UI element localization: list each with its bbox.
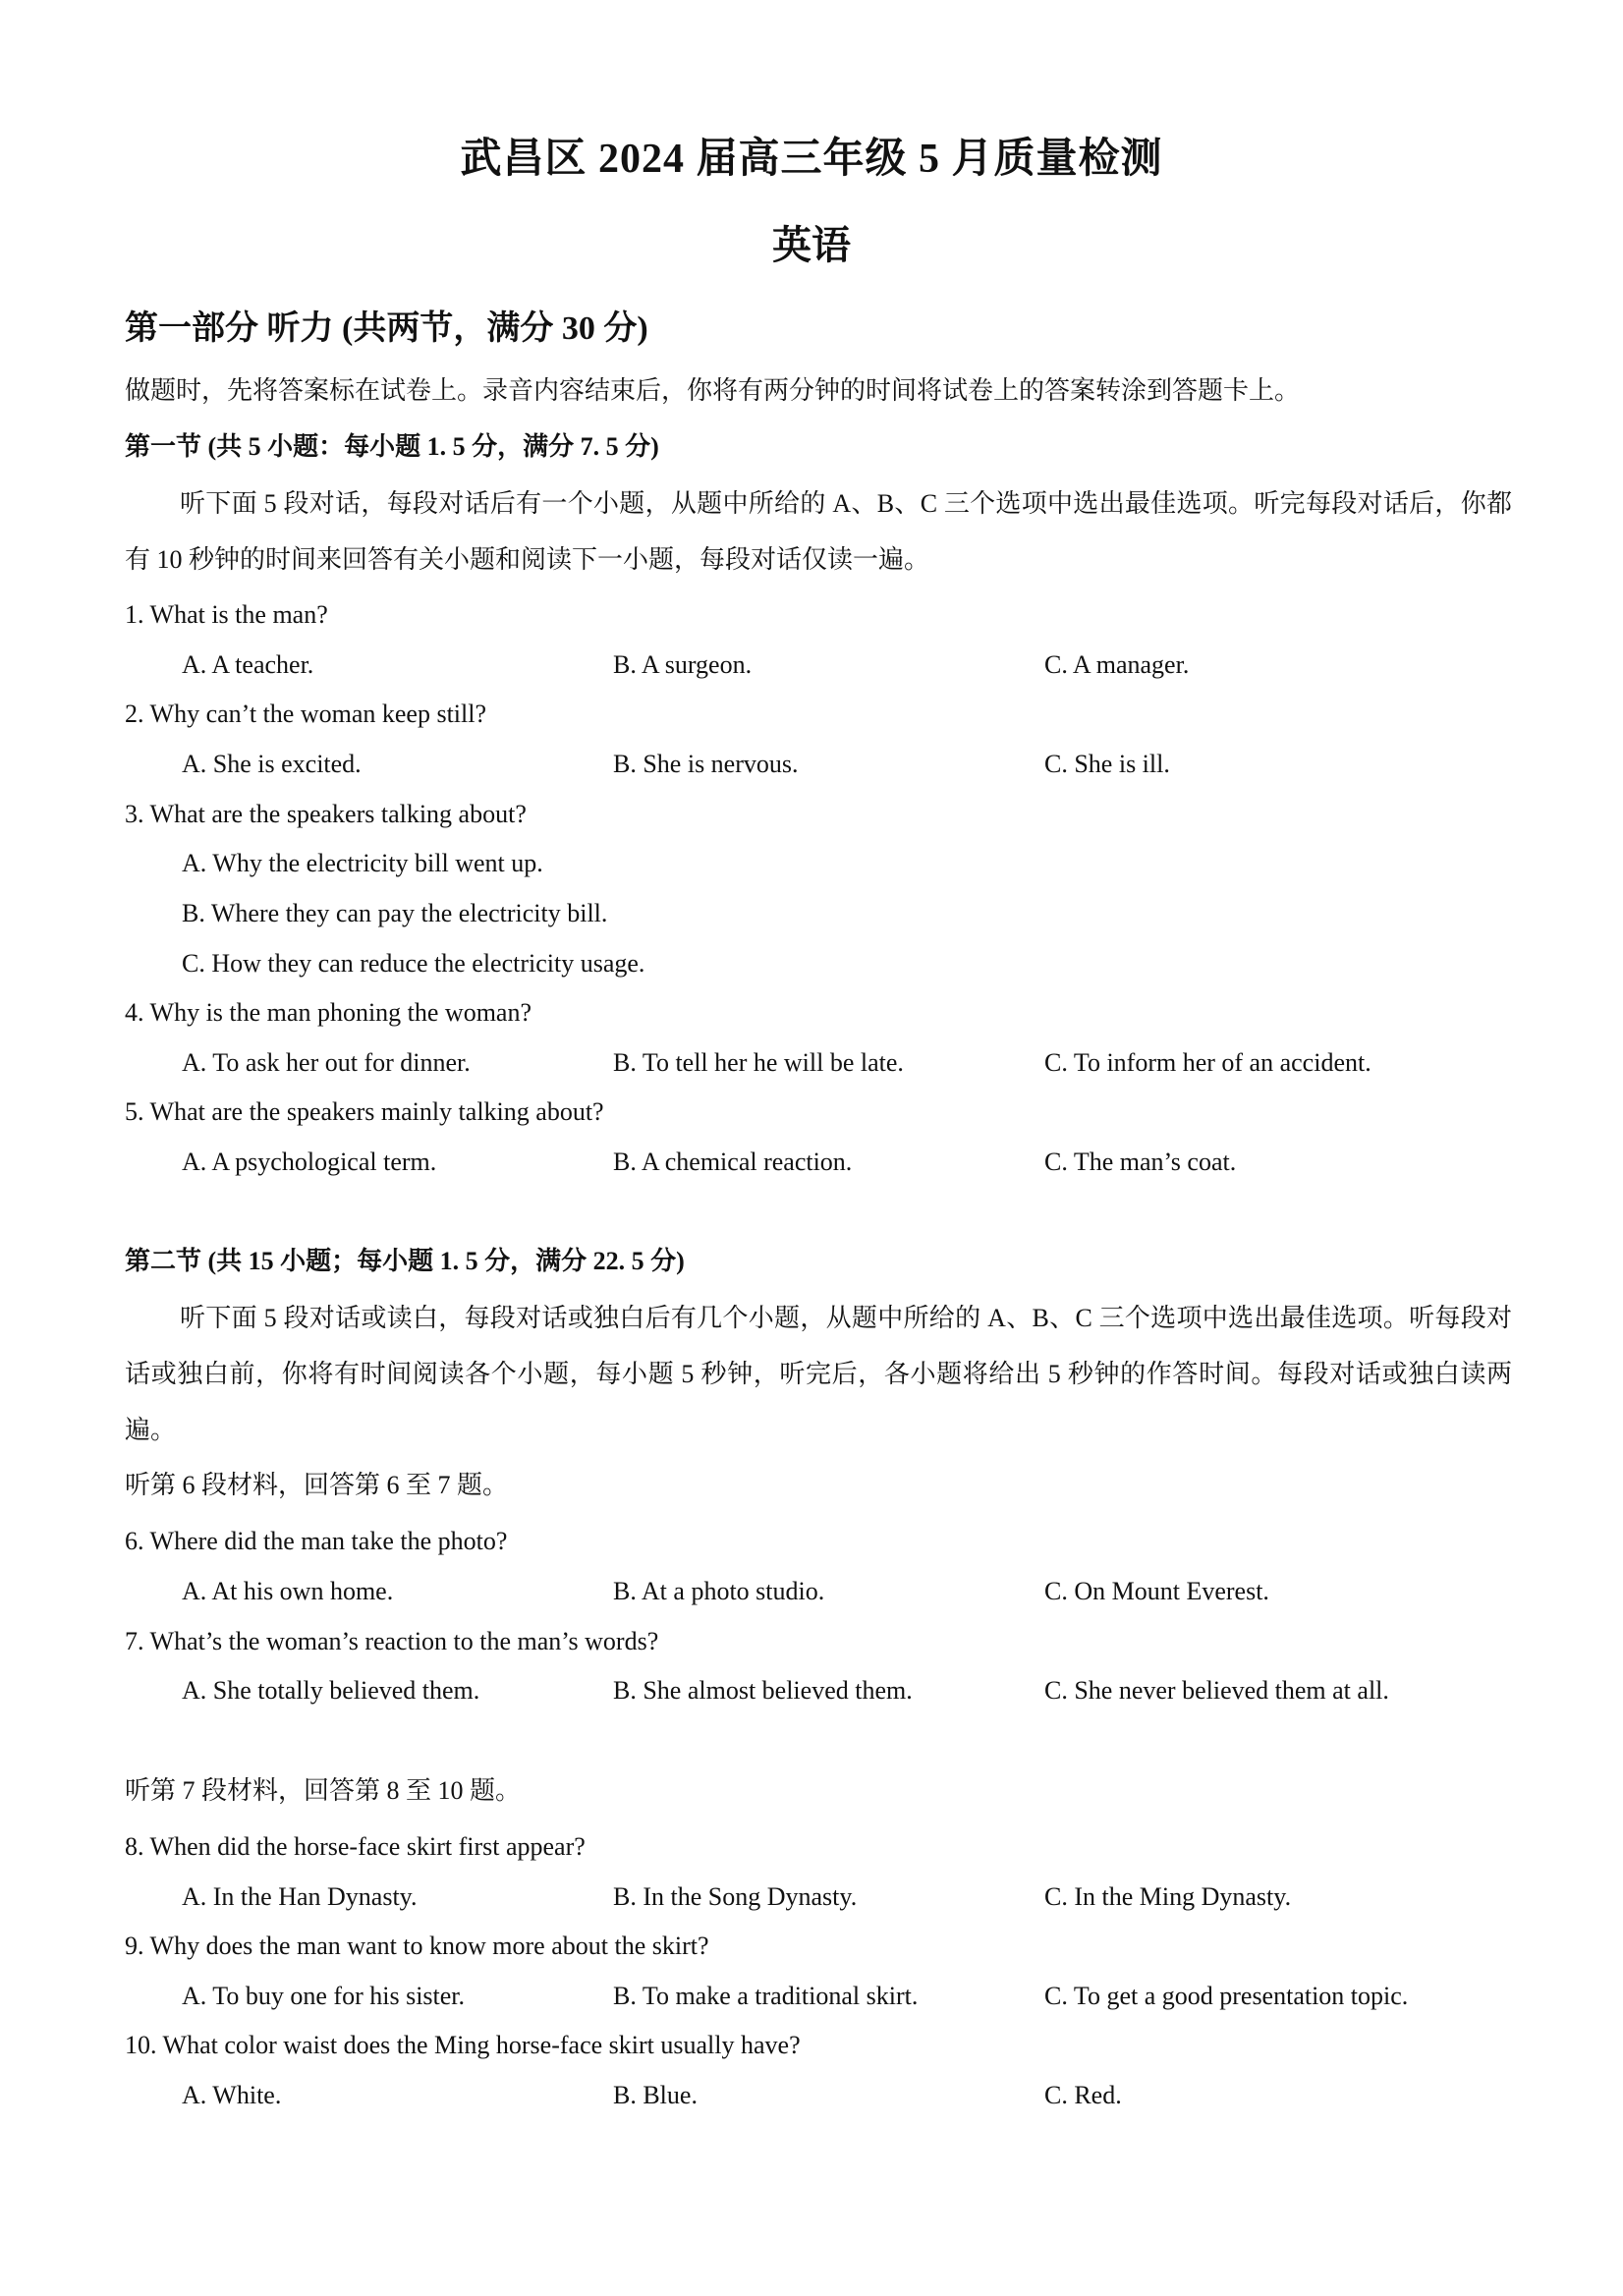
q6-option-a: A. At his own home.	[182, 1577, 394, 1605]
section2-instruction: 听下面 5 段对话或读白，每段对话或独白后有几个小题，从题中所给的 A、B、C 三个选项中选出最佳选项。听每段对话或独白前，你将有时间阅读各个小题，每小题 5 秒钟，听完后，各小题将给出 5 秒钟的作答时间。每段对话或独白读两遍。	[125, 1304, 1512, 1444]
q5-option-b: B. A chemical reaction.	[613, 1148, 853, 1176]
q10-option-a: A. White.	[182, 2081, 282, 2109]
q3-option-c: C. How they can reduce the electricity usage.	[182, 949, 645, 978]
q8-option-b: B. In the Song Dynasty.	[613, 1882, 858, 1911]
q2-option-c: C. She is ill.	[1044, 750, 1170, 778]
material-7-instruction: 听第 7 段材料，回答第 8 至 10 题。	[125, 1776, 522, 1805]
q2-option-a: A. She is excited.	[182, 750, 362, 778]
q7-option-b: B. She almost believed them.	[613, 1676, 913, 1705]
question-4: 4. Why is the man phoning the woman?	[125, 998, 532, 1027]
q7-option-a: A. She totally believed them.	[182, 1676, 480, 1705]
q5-option-a: A. A psychological term.	[182, 1148, 437, 1176]
q4-option-a: A. To ask her out for dinner.	[182, 1048, 471, 1077]
q1-option-c: C. A manager.	[1044, 650, 1190, 679]
q9-option-b: B. To make a traditional skirt.	[613, 1982, 919, 2010]
section1-heading: 第一节 (共 5 小题：每小题 1. 5 分，满分 7. 5 分)	[125, 432, 659, 461]
section1-instruction: 听下面 5 段对话，每段对话后有一个小题，从题中所给的 A、B、C 三个选项中选出最佳选项。听完每段对话后，你都有 10 秒钟的时间来回答有关小题和阅读下一小题，每段对话仅读一遍。	[125, 489, 1512, 574]
section2-heading: 第二节 (共 15 小题；每小题 1. 5 分，满分 22. 5 分)	[125, 1247, 685, 1275]
material-6-instruction: 听第 6 段材料，回答第 6 至 7 题。	[125, 1471, 509, 1499]
q1-option-b: B. A surgeon.	[613, 650, 753, 679]
q8-option-c: C. In the Ming Dynasty.	[1044, 1882, 1292, 1911]
q9-option-a: A. To buy one for his sister.	[182, 1982, 466, 2010]
q1-option-a: A. A teacher.	[182, 650, 314, 679]
q9-option-c: C. To get a good presentation topic.	[1044, 1982, 1409, 2010]
q6-option-b: B. At a photo studio.	[613, 1577, 825, 1605]
q2-option-b: B. She is nervous.	[613, 750, 799, 778]
q4-option-c: C. To inform her of an accident.	[1044, 1048, 1371, 1077]
question-7: 7. What’s the woman’s reaction to the man’s words?	[125, 1627, 659, 1655]
question-6: 6. Where did the man take the photo?	[125, 1527, 508, 1555]
question-5: 5. What are the speakers mainly talking about?	[125, 1097, 604, 1126]
q3-option-a: A. Why the electricity bill went up.	[182, 849, 543, 877]
q8-option-a: A. In the Han Dynasty.	[182, 1882, 418, 1911]
question-3: 3. What are the speakers talking about?	[125, 800, 527, 828]
q5-option-c: C. The man’s coat.	[1044, 1148, 1237, 1176]
q7-option-c: C. She never believed them at all.	[1044, 1676, 1389, 1705]
q10-option-b: B. Blue.	[613, 2081, 698, 2109]
question-1: 1. What is the man?	[125, 600, 328, 629]
q4-option-b: B. To tell her he will be late.	[613, 1048, 904, 1077]
subject-title: 英语	[772, 223, 851, 267]
part1-heading: 第一部分 听力 (共两节，满分 30 分)	[125, 310, 648, 347]
part1-instruction: 做题时，先将答案标在试卷上。录音内容结束后，你将有两分钟的时间将试卷上的答案转涂到答题卡上。	[125, 376, 1301, 405]
question-8: 8. When did the horse-face skirt first appear?	[125, 1832, 586, 1861]
q6-option-c: C. On Mount Everest.	[1044, 1577, 1269, 1605]
question-2: 2. Why can’t the woman keep still?	[125, 700, 486, 728]
exam-title: 武昌区 2024 届高三年级 5 月质量检测	[460, 137, 1163, 182]
q10-option-c: C. Red.	[1044, 2081, 1122, 2109]
question-10: 10. What color waist does the Ming horse-face skirt usually have?	[125, 2031, 801, 2059]
q3-option-b: B. Where they can pay the electricity bill.	[182, 899, 608, 927]
question-9: 9. Why does the man want to know more about the skirt?	[125, 1932, 709, 1960]
